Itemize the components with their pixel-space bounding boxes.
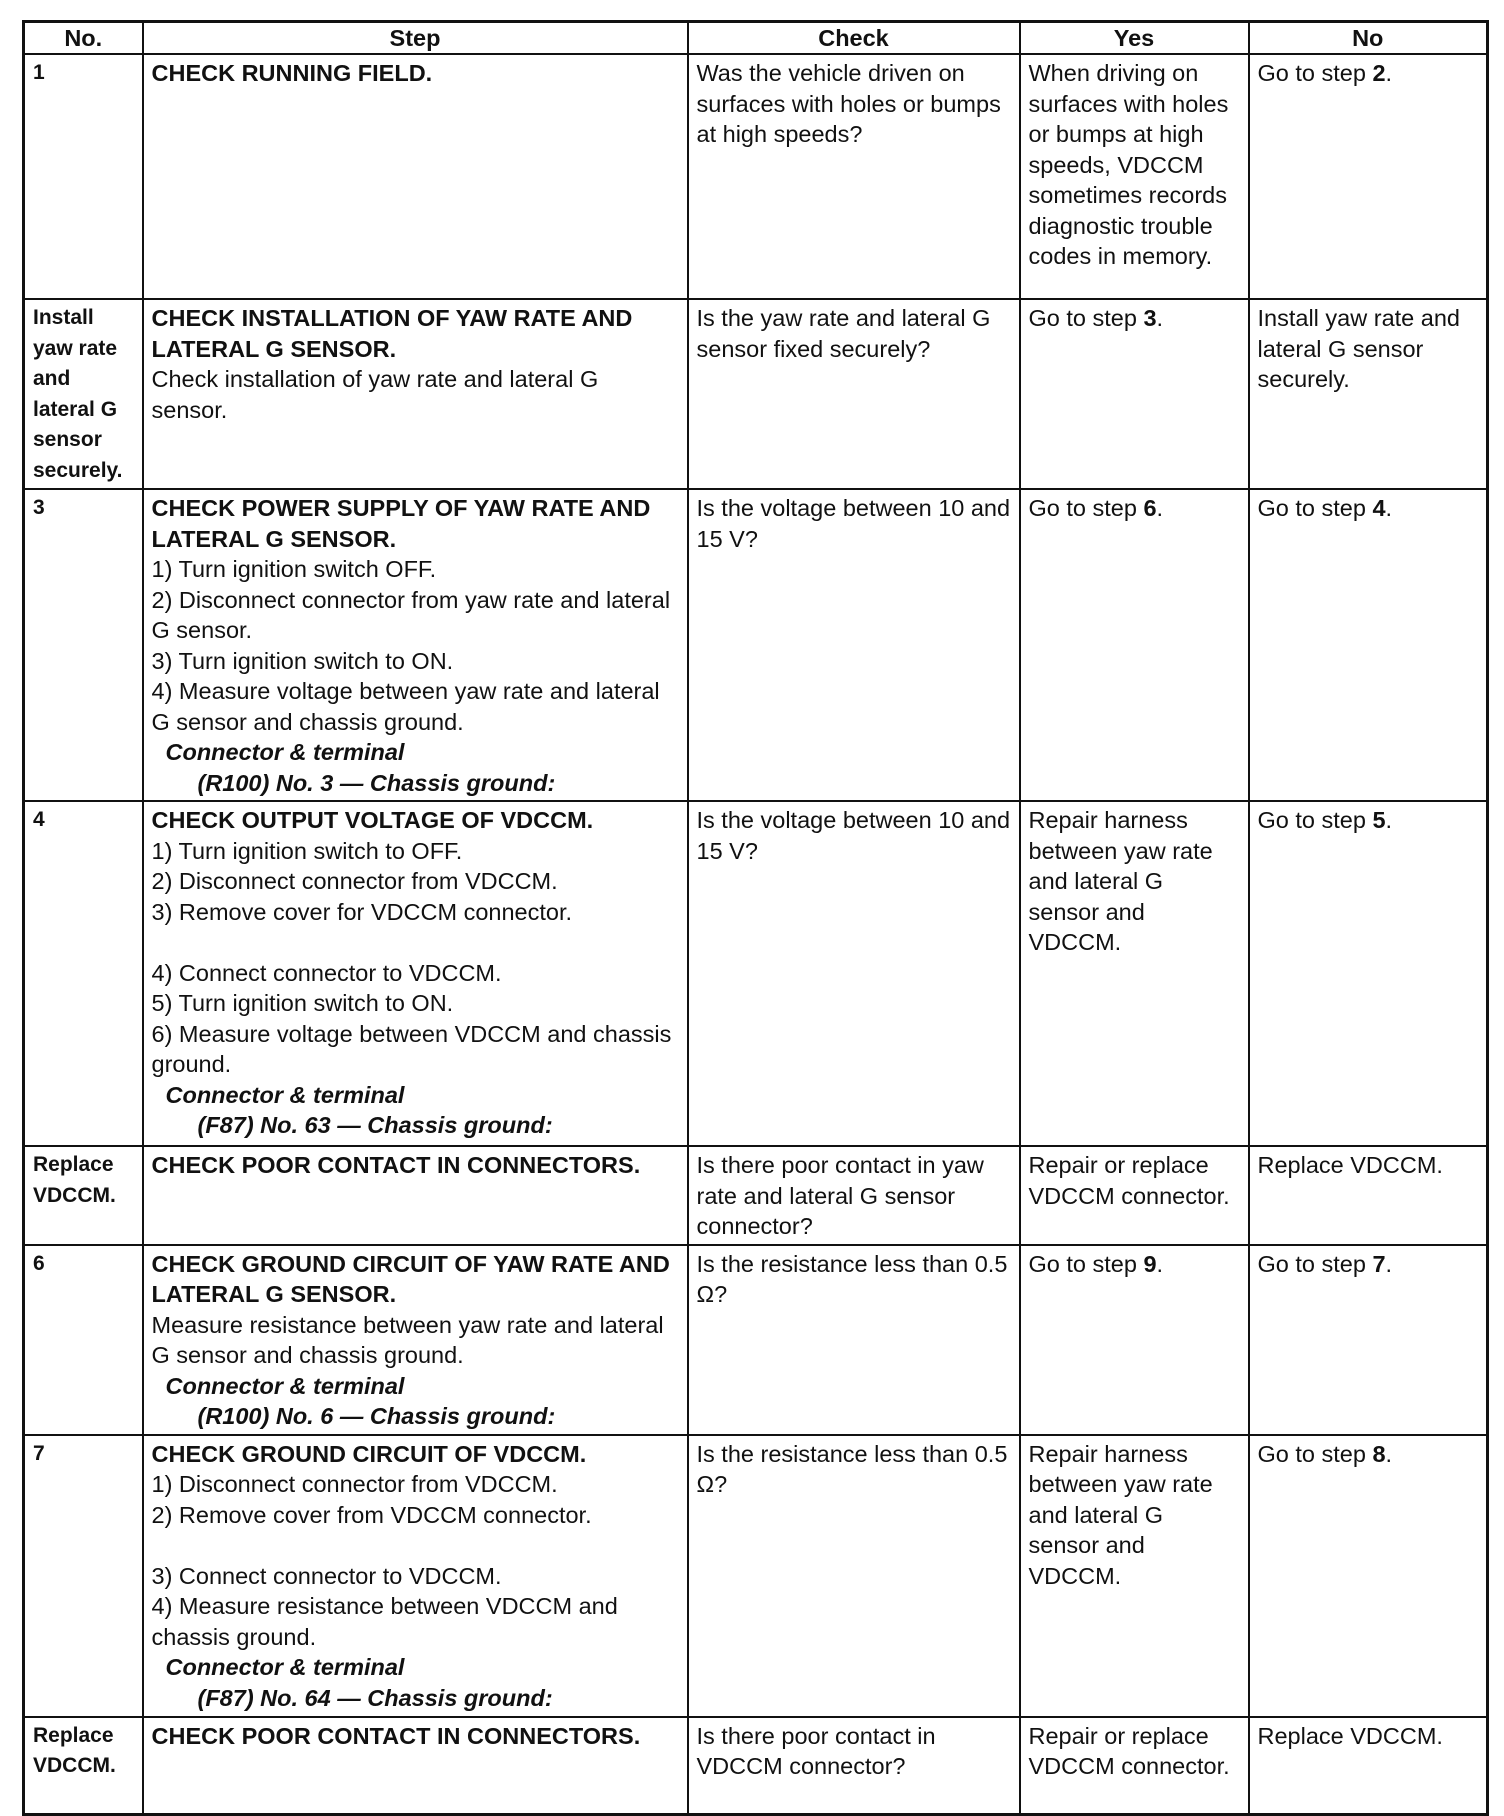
step-reference: 3: [1143, 305, 1157, 331]
step-title: CHECK GROUND CIRCUIT OF VDCCM.: [151, 1440, 587, 1467]
header-no-column: No: [1249, 22, 1488, 55]
no-prefix: Go to step: [1257, 60, 1373, 86]
connector-detail: (F87) No. 63 — Chassis ground:: [197, 1112, 553, 1138]
no-prefix: Go to step: [1257, 1440, 1373, 1467]
check-cell: Is there poor contact in yaw rate and lateral G sensor connector?: [688, 1146, 1020, 1245]
step-cell: [143, 1245, 688, 1435]
connector-detail: (R100) No. 3 — Chassis ground:: [197, 769, 556, 796]
no-cell: Install yaw rate and lateral G sensor securely.: [1249, 299, 1488, 489]
no-suffix: .: [1385, 807, 1393, 833]
check-cell: Is the yaw rate and lateral G sensor fixed securely?: [688, 299, 1020, 489]
procedure-step: 2) Remove cover from VDCCM connector.: [151, 1501, 592, 1528]
procedure-step: 3) Remove cover for VDCCM connector.: [151, 898, 573, 925]
connector-label: Connector & terminal: [165, 1081, 405, 1108]
yes-cell: [1020, 299, 1249, 489]
step-reference: 8: [1372, 1440, 1386, 1467]
step-title: CHECK POOR CONTACT IN CONNECTORS.: [151, 1722, 641, 1749]
header-check: Check: [688, 22, 1020, 55]
yes-suffix: .: [1156, 1250, 1164, 1277]
connector-label: Connector & terminal: [165, 739, 405, 765]
row-number: Replace VDCCM.: [24, 1717, 143, 1815]
no-cell: [1249, 54, 1488, 299]
row-number: 1: [24, 54, 143, 299]
header-step: Step: [143, 22, 688, 55]
step-reference: 4: [1372, 495, 1386, 521]
step-cell: [143, 299, 688, 489]
step-cell: [143, 1146, 688, 1245]
no-suffix: .: [1385, 1440, 1393, 1467]
no-suffix: .: [1385, 495, 1393, 521]
connector-label: Connector & terminal: [165, 1372, 405, 1399]
step-reference: 7: [1372, 1250, 1386, 1277]
step-title: CHECK OUTPUT VOLTAGE OF VDCCM.: [151, 807, 594, 833]
procedure-step: 4) Connect connector to VDCCM.: [151, 959, 502, 986]
yes-cell: [1020, 489, 1249, 801]
step-body: Check installation of yaw rate and lateral G sensor.: [151, 366, 599, 423]
yes-cell: Repair harness between yaw rate and lateral G sensor and VDCCM.: [1020, 801, 1249, 1146]
no-suffix: .: [1385, 60, 1393, 86]
yes-cell: Repair or replace VDCCM connector.: [1020, 1717, 1249, 1815]
header-yes: Yes: [1020, 22, 1249, 55]
step-reference: 2: [1372, 60, 1386, 86]
row-number: Install yaw rate and lateral G sensor securely.: [24, 299, 143, 489]
step-reference: 5: [1372, 807, 1386, 833]
no-cell: [1249, 1245, 1488, 1435]
no-suffix: .: [1385, 1250, 1393, 1277]
yes-prefix: Go to step: [1028, 495, 1144, 521]
no-cell: Replace VDCCM.: [1249, 1717, 1488, 1815]
procedure-step: 4) Measure resistance between VDCCM and chassis ground.: [151, 1593, 618, 1650]
procedure-step: 3) Turn ignition switch to ON.: [151, 647, 454, 674]
connector-detail: (R100) No. 6 — Chassis ground:: [197, 1403, 556, 1429]
step-cell: [143, 54, 688, 299]
table-row: [24, 1435, 1488, 1717]
step-title: CHECK POOR CONTACT IN CONNECTORS.: [151, 1152, 641, 1178]
procedure-step: 5) Turn ignition switch to ON.: [151, 990, 454, 1016]
yes-cell: [1020, 1245, 1249, 1435]
step-title: CHECK RUNNING FIELD.: [151, 60, 433, 86]
row-number: 6: [24, 1245, 143, 1435]
no-prefix: Go to step: [1257, 495, 1373, 521]
table-row: [24, 1717, 1488, 1815]
connector-detail: (F87) No. 64 — Chassis ground:: [197, 1684, 553, 1711]
procedure-step: 1) Turn ignition switch to OFF.: [151, 837, 463, 864]
no-prefix: Go to step: [1257, 1250, 1373, 1277]
step-cell: [143, 1717, 688, 1815]
check-cell: Is the resistance less than 0.5 Ω?: [688, 1435, 1020, 1717]
table-row: [24, 801, 1488, 1146]
yes-suffix: .: [1156, 305, 1164, 331]
step-title: CHECK GROUND CIRCUIT OF YAW RATE AND LATERAL G SENSOR.: [151, 1250, 670, 1307]
yes-cell: When driving on surfaces with holes or bumps at high speeds, VDCCM sometimes records diagnostic trouble codes in memory.: [1020, 54, 1249, 299]
check-cell: Is the resistance less than 0.5 Ω?: [688, 1245, 1020, 1435]
yes-prefix: Go to step: [1028, 1250, 1144, 1277]
check-cell: Is the voltage between 10 and 15 V?: [688, 801, 1020, 1146]
no-cell: [1249, 489, 1488, 801]
step-reference: 9: [1143, 1250, 1157, 1277]
procedure-step: 2) Disconnect connector from VDCCM.: [151, 868, 558, 894]
step-title: CHECK POWER SUPPLY OF YAW RATE AND LATERAL G SENSOR.: [151, 495, 651, 552]
table-row: [24, 299, 1488, 489]
table-header-row: [24, 22, 1488, 55]
no-cell: [1249, 1435, 1488, 1717]
check-cell: Was the vehicle driven on surfaces with holes or bumps at high speeds?: [688, 54, 1020, 299]
no-cell: [1249, 801, 1488, 1146]
step-body: Measure resistance between yaw rate and lateral G sensor and chassis ground.: [151, 1311, 664, 1368]
no-prefix: Go to step: [1257, 807, 1373, 833]
spacer: [152, 927, 679, 958]
procedure-step: 4) Measure voltage between yaw rate and lateral G sensor and chassis ground.: [151, 678, 660, 735]
header-no: No.: [24, 22, 143, 55]
table-row: [24, 1146, 1488, 1245]
check-cell: Is the voltage between 10 and 15 V?: [688, 489, 1020, 801]
spacer: [152, 1530, 679, 1561]
step-reference: 6: [1143, 495, 1157, 521]
row-number: Replace VDCCM.: [24, 1146, 143, 1245]
table-row: [24, 54, 1488, 299]
diagnostic-table: [22, 20, 1489, 1816]
procedure-step: 3) Connect connector to VDCCM.: [151, 1562, 502, 1589]
row-number: 7: [24, 1435, 143, 1717]
step-cell: [143, 489, 688, 801]
yes-prefix: Go to step: [1028, 305, 1144, 331]
procedure-step: 6) Measure voltage between VDCCM and chassis ground.: [151, 1020, 672, 1077]
procedure-step: 2) Disconnect connector from yaw rate and lateral G sensor.: [151, 586, 671, 643]
table-row: [24, 489, 1488, 801]
yes-suffix: .: [1156, 495, 1164, 521]
row-number: 4: [24, 801, 143, 1146]
yes-cell: Repair harness between yaw rate and lateral G sensor and VDCCM.: [1020, 1435, 1249, 1717]
table-row: [24, 1245, 1488, 1435]
check-cell: Is there poor contact in VDCCM connector?: [688, 1717, 1020, 1815]
yes-cell: Repair or replace VDCCM connector.: [1020, 1146, 1249, 1245]
step-cell: [143, 801, 688, 1146]
procedure-step: 1) Turn ignition switch OFF.: [151, 556, 437, 582]
row-number: 3: [24, 489, 143, 801]
no-cell: Replace VDCCM.: [1249, 1146, 1488, 1245]
step-title: CHECK INSTALLATION OF YAW RATE AND LATERAL G SENSOR.: [151, 305, 633, 362]
step-cell: [143, 1435, 688, 1717]
procedure-step: 1) Disconnect connector from VDCCM.: [151, 1471, 558, 1497]
connector-label: Connector & terminal: [165, 1654, 405, 1680]
